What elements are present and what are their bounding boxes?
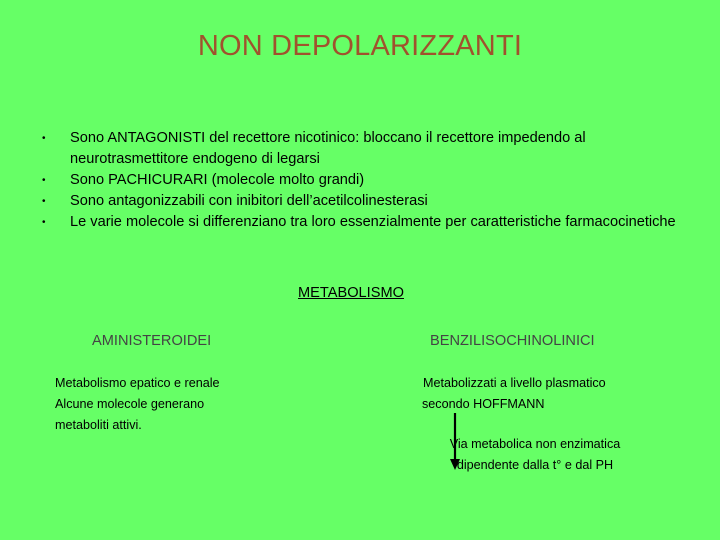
bullet-icon: • — [42, 217, 46, 228]
description-line: dipendente dalla t° e dal PH — [456, 458, 614, 472]
description-line: Via metabolica non enzimatica — [449, 437, 621, 451]
hofmann-pathway-description — [420, 434, 650, 476]
description-line: metaboliti attivi. — [55, 418, 142, 432]
slide-title: NON DEPOLARIZZANTI — [197, 30, 523, 62]
description-line: Alcune molecole generano — [55, 397, 205, 411]
bullet-item — [42, 212, 682, 233]
bullet-item — [42, 170, 682, 191]
description-line: Metabolismo epatico e renale — [55, 376, 220, 390]
aminosteroid-description — [55, 373, 255, 436]
bullet-item — [42, 191, 682, 212]
bullet-icon: • — [42, 133, 46, 144]
description-line: secondo HOFFMANN — [422, 397, 545, 411]
metabolism-heading: METABOLISMO — [298, 285, 404, 301]
bullet-text: Sono antagonizzabili con inibitori dell’acetilcolinesterasi — [70, 193, 428, 209]
bullet-text: Le varie molecole si differenziano tra loro essenzialmente per caratteristiche farmacocinetiche — [70, 214, 676, 230]
bullet-list — [42, 128, 682, 233]
bullet-text: Sono PACHICURARI (molecole molto grandi) — [70, 172, 365, 188]
bullet-icon: • — [42, 175, 46, 186]
benzylisoquinoline-title: BENZILISOCHINOLINICI — [430, 333, 595, 349]
description-line: Metabolizzati a livello plasmatico — [423, 376, 606, 390]
bullet-text: Sono ANTAGONISTI del recettore nicotinico: bloccano il recettore impedendo al neurotrasmettitore endogeno di legarsi — [70, 130, 586, 167]
benzylisoquinoline-description — [423, 373, 653, 415]
bullet-item — [42, 128, 682, 170]
aminosteroid-title: AMINISTEROIDEI — [92, 333, 212, 349]
bullet-icon: • — [42, 196, 46, 207]
